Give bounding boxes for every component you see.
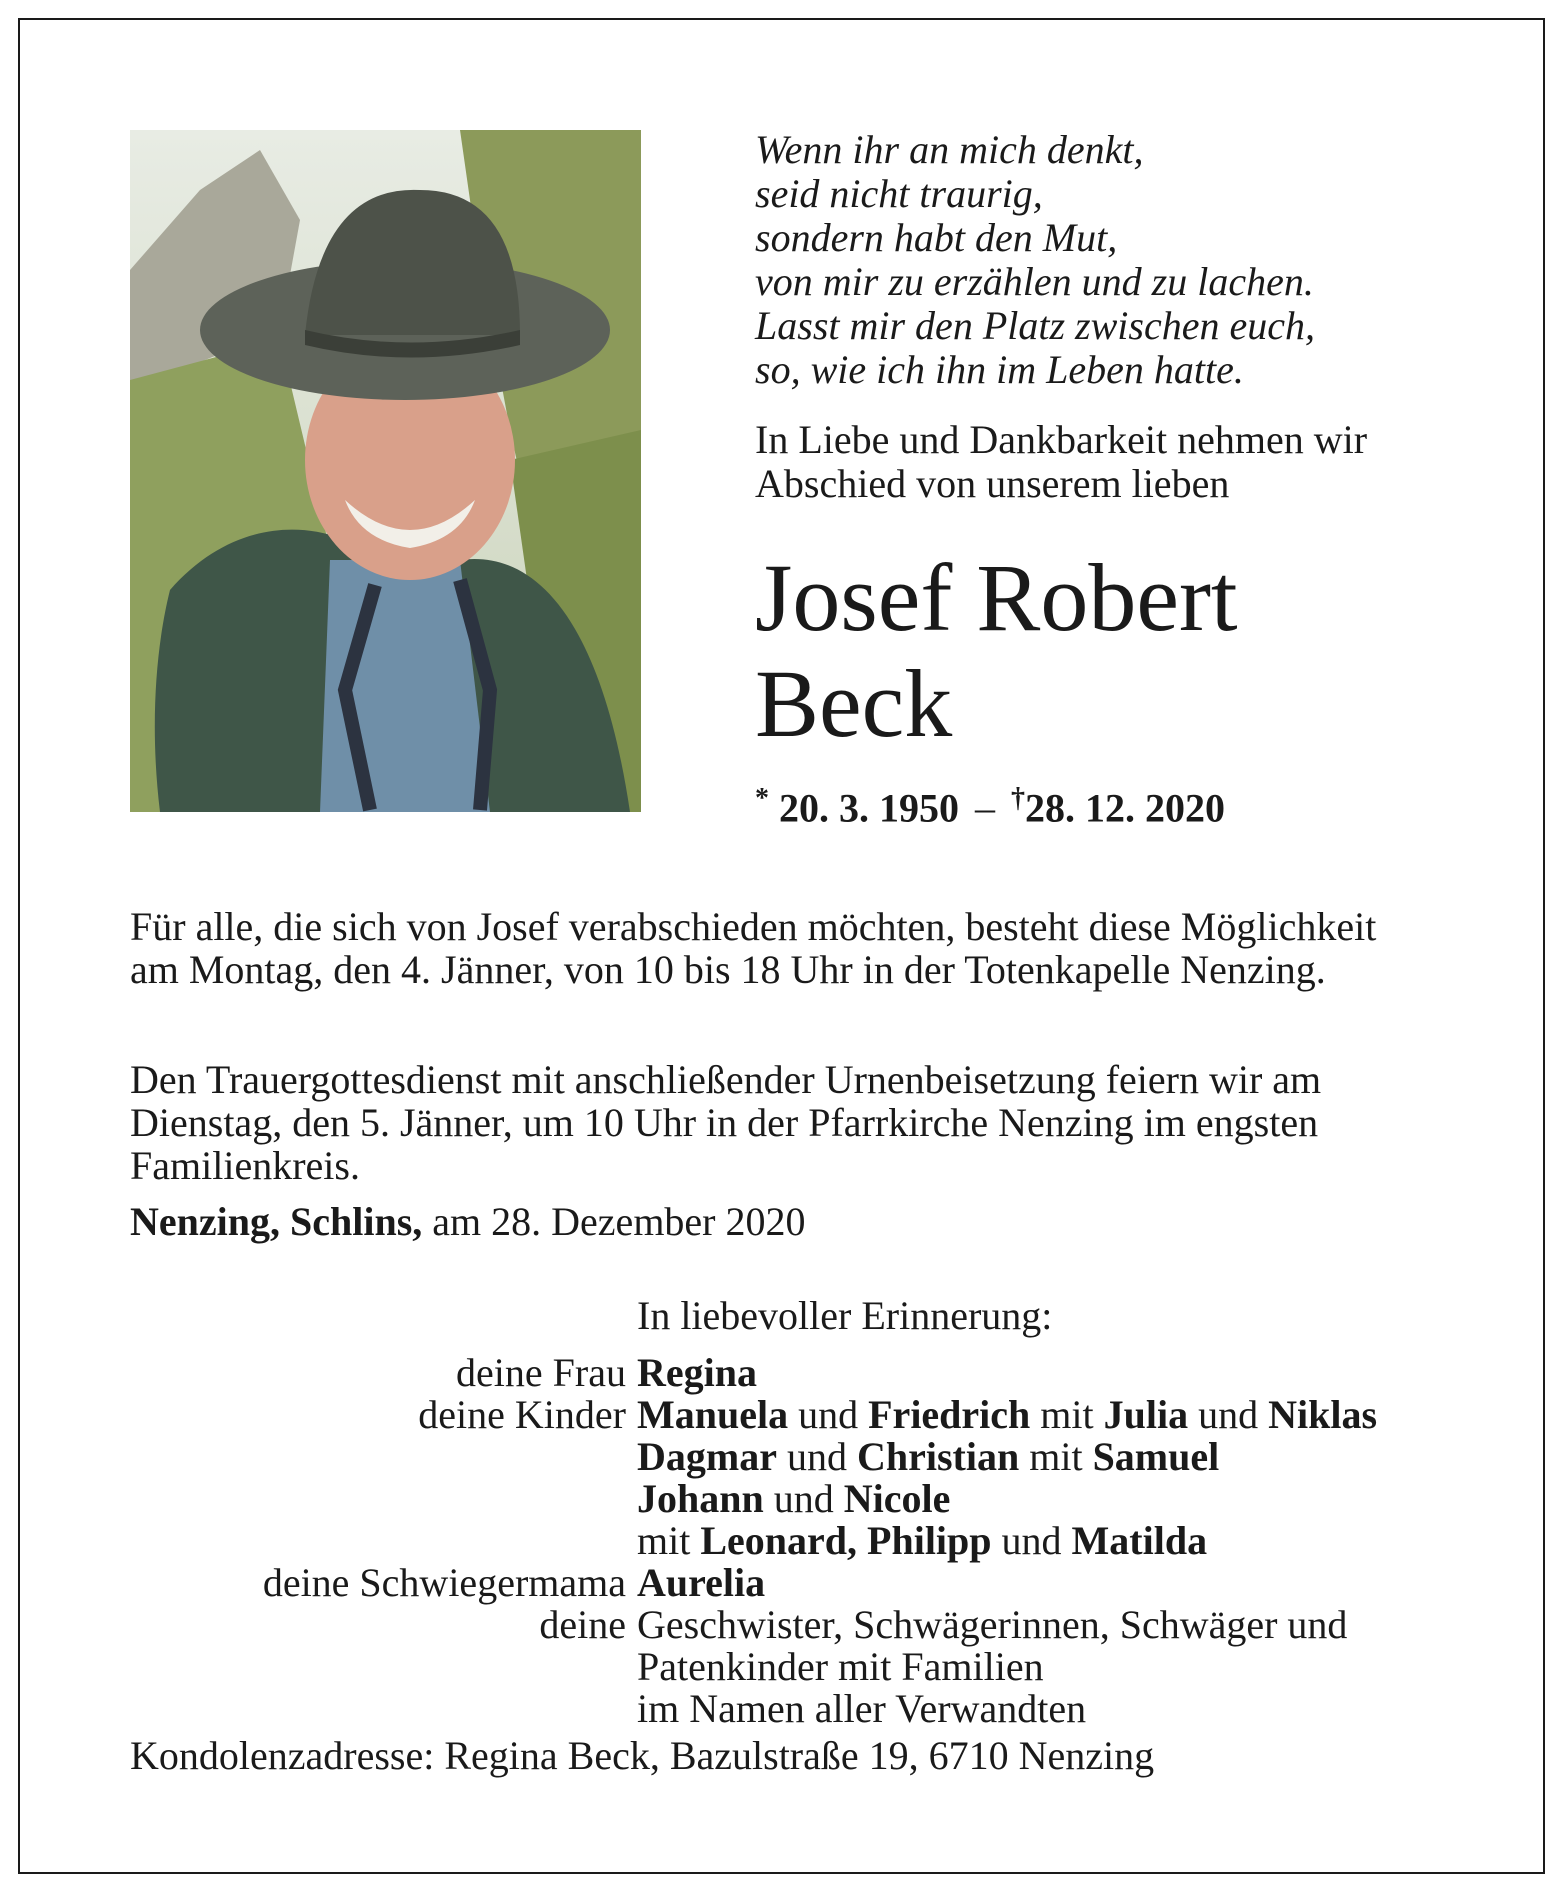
paragraph-line: Den Trauergottesdienst mit anschließender Urnenbeisetzung feiern wir am (130, 1057, 1322, 1102)
connector-text: mit (1030, 1392, 1104, 1437)
connector-text: und (763, 1476, 844, 1521)
poem-line: Wenn ihr an mich denkt, (755, 127, 1144, 172)
family-relation: deine (539, 1602, 626, 1647)
family-row (100, 1436, 1500, 1478)
connector-text: im Namen aller Verwandten (637, 1686, 1087, 1731)
connector-text: und (1188, 1392, 1269, 1437)
connector-text: Geschwister, Schwägerinnen, Schwäger und (637, 1602, 1348, 1647)
connector-text: mit (1019, 1434, 1093, 1479)
family-member-name: Niklas (1268, 1392, 1378, 1437)
family-relation (100, 1646, 637, 1688)
intro-text (755, 418, 1475, 506)
family-member-name: Aurelia (637, 1560, 766, 1605)
family-member-name: Regina (637, 1350, 757, 1395)
family-member-name: Leonard, Philipp (700, 1518, 992, 1563)
death-symbol: † (1011, 783, 1025, 814)
birth-symbol: * (755, 783, 769, 814)
family-row (100, 1562, 1500, 1604)
intro-line: Abschied von unserem lieben (755, 461, 1230, 506)
place-date-text: am 28. Dezember 2020 (432, 1199, 806, 1244)
family-members (637, 1520, 1207, 1562)
farewell-paragraph (130, 905, 1450, 991)
family-members (637, 1352, 757, 1394)
poem (755, 128, 1455, 392)
family-relation (100, 1520, 637, 1562)
family-members (637, 1436, 1219, 1478)
family-member-name: Dagmar (637, 1434, 777, 1479)
life-dates (755, 777, 1225, 830)
paragraph-line: Dienstag, den 5. Jänner, um 10 Uhr in der Pfarrkirche Nenzing im engsten (130, 1100, 1319, 1145)
connector-text: mit (637, 1518, 701, 1563)
memory-heading: In liebevoller Erinnerung: (637, 1293, 1053, 1338)
family-member-name: Samuel (1092, 1434, 1220, 1479)
family-row (100, 1478, 1500, 1520)
place-names: Nenzing, Schlins, (130, 1199, 423, 1244)
poem-line: seid nicht traurig, (755, 171, 1043, 216)
family-member-name: Friedrich (868, 1392, 1031, 1437)
family-row (100, 1520, 1500, 1562)
condolence-address: Kondolenzadresse: Regina Beck, Bazulstraße 19, 6710 Nenzing (130, 1733, 1155, 1778)
family-relation (100, 1436, 637, 1478)
family-relation: deine Schwiegermama (262, 1560, 626, 1605)
family-row (100, 1688, 1500, 1730)
poem-line: sondern habt den Mut, (755, 215, 1118, 260)
family-relation: deine Frau (456, 1350, 626, 1395)
family-relation: deine Kinder (418, 1392, 626, 1437)
poem-line: Lasst mir den Platz zwischen euch, (755, 303, 1315, 348)
family-row (100, 1604, 1500, 1646)
date-separator: – (975, 785, 995, 831)
service-paragraph (130, 1058, 1450, 1187)
death-date: 28. 12. 2020 (1025, 785, 1225, 831)
family-member-name: Johann (637, 1476, 764, 1521)
place-date (130, 1200, 806, 1244)
family-row (100, 1646, 1500, 1688)
family-relation (100, 1478, 637, 1520)
connector-text: und (991, 1518, 1072, 1563)
paragraph-line: am Montag, den 4. Jänner, von 10 bis 18 Uhr in der Totenkapelle Nenzing. (130, 947, 1326, 992)
family-member-name: Julia (1103, 1392, 1189, 1437)
family-members (637, 1604, 1347, 1646)
connector-text: Patenkinder mit Familien (637, 1644, 1044, 1689)
family-members (637, 1646, 1044, 1688)
family-member-name: Matilda (1071, 1518, 1208, 1563)
deceased-name (755, 545, 1238, 757)
family-member-name: Christian (856, 1434, 1020, 1479)
intro-line: In Liebe und Dankbarkeit nehmen wir (755, 417, 1368, 462)
family-members (637, 1562, 765, 1604)
connector-text: und (788, 1392, 869, 1437)
family-list (100, 1352, 1500, 1730)
poem-line: so, wie ich ihn im Leben hatte. (755, 347, 1244, 392)
family-members (637, 1688, 1086, 1730)
family-row (100, 1352, 1500, 1394)
birth-date: 20. 3. 1950 (779, 785, 959, 831)
family-member-name: Nicole (843, 1476, 951, 1521)
paragraph-line: Für alle, die sich von Josef verabschieden möchten, besteht diese Möglichkeit (130, 904, 1377, 949)
name-line: Beck (755, 650, 953, 757)
family-row (100, 1394, 1500, 1436)
paragraph-line: Familienkreis. (130, 1143, 360, 1188)
connector-text: und (776, 1434, 857, 1479)
portrait-photo (130, 130, 641, 812)
name-line: Josef Robert (755, 544, 1238, 651)
family-members (637, 1394, 1377, 1436)
family-relation (100, 1688, 637, 1730)
family-members (637, 1478, 950, 1520)
family-member-name: Manuela (637, 1392, 789, 1437)
poem-line: von mir zu erzählen und zu lachen. (755, 259, 1314, 304)
